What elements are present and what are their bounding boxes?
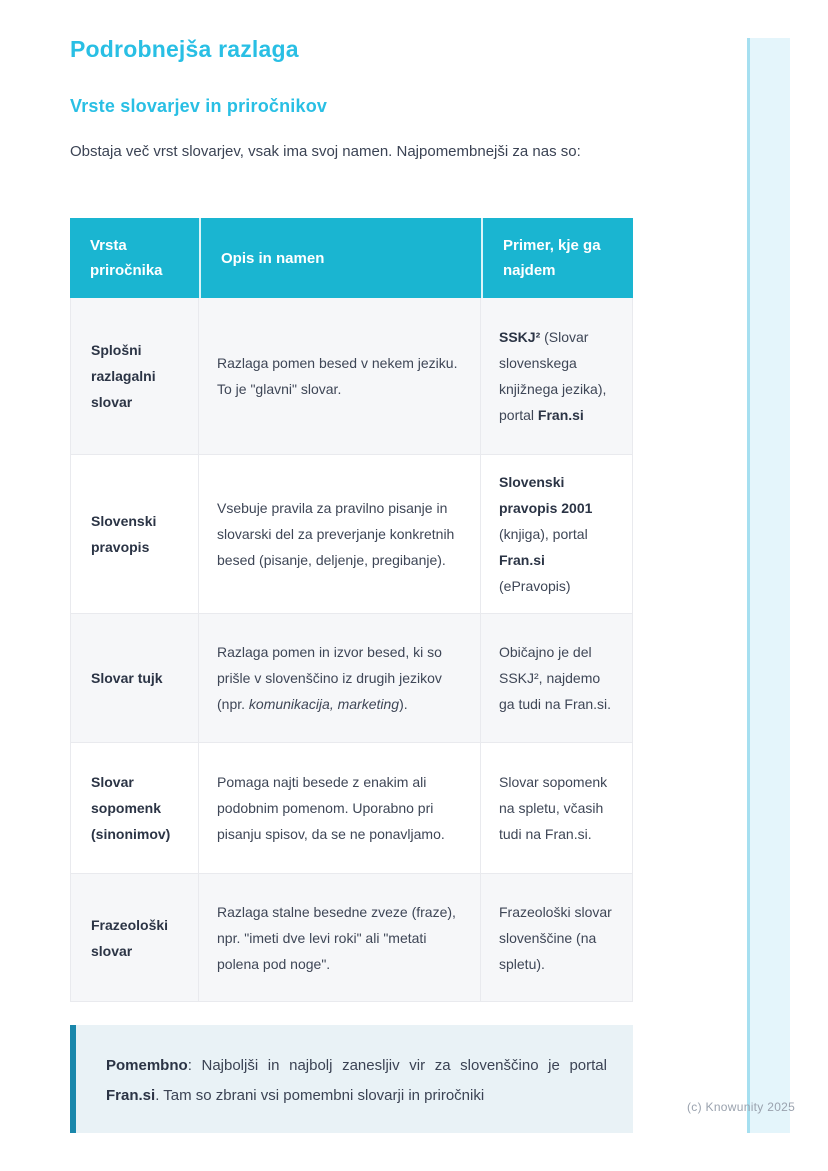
table-header-row — [70, 218, 633, 298]
cell-type: Slovenski pravopis — [70, 455, 199, 614]
table-row — [70, 614, 633, 743]
copyright-watermark: (c) Knowunity 2025 — [687, 1100, 796, 1114]
dictionary-types-table — [70, 218, 633, 1002]
table-row — [70, 298, 633, 455]
table-row — [70, 874, 633, 1002]
section-title: Vrste slovarjev in priročnikov — [70, 96, 328, 116]
column-header-description: Opis in namen — [199, 218, 481, 298]
cell-example: SSKJ² (Slovar slovenskega knjižnega jezika), portal Fran.si — [481, 298, 633, 455]
table-row — [70, 455, 633, 614]
page-title: Podrobnejša razlaga — [70, 36, 299, 62]
cell-description: Pomaga najti besede z enakim ali podobnim pomenom. Uporabno pri pisanju spisov, da se ne ponavljamo. — [199, 743, 481, 874]
cell-type: Frazeološki slovar — [70, 874, 199, 1002]
table-row — [70, 743, 633, 874]
cell-type: Splošni razlagalni slovar — [70, 298, 199, 455]
cell-example: Slovar sopomenk na spletu, včasih tudi na Fran.si. — [481, 743, 633, 874]
important-callout — [70, 1025, 633, 1133]
callout-text: Pomembno: Najboljši in najbolj zanesljiv vir za slovenščino je portal Fran.si. Tam so zbrani vsi pomembni slovarji in priročniki — [106, 1057, 607, 1104]
cell-description: Razlaga pomen besed v nekem jeziku. To je "glavni" slovar. — [199, 298, 481, 455]
cell-description: Razlaga pomen in izvor besed, ki so prišle v slovenščino iz drugih jezikov (npr. komunikacija, marketing). — [199, 614, 481, 743]
cell-type: Slovar sopomenk (sinonimov) — [70, 743, 199, 874]
cell-example: Slovenski pravopis 2001 (knjiga), portal Fran.si (ePravopis) — [481, 455, 633, 614]
cell-description: Vsebuje pravila za pravilno pisanje in slovarski del za preverjanje konkretnih besed (pisanje, deljenje, pregibanje). — [199, 455, 481, 614]
cell-type: Slovar tujk — [70, 614, 199, 743]
cell-example: Frazeološki slovar slovenščine (na spletu). — [481, 874, 633, 1002]
right-edge-stripe — [747, 38, 790, 1133]
intro-paragraph: Obstaja več vrst slovarjev, vsak ima svoj namen. Najpomembnejši za nas so: — [70, 143, 581, 160]
column-header-type: Vrsta priročnika — [70, 218, 199, 298]
column-header-example: Primer, kje ga najdem — [481, 218, 633, 298]
cell-description: Razlaga stalne besedne zveze (fraze), npr. "imeti dve levi roki" ali "metati polena pod noge". — [199, 874, 481, 1002]
cell-example: Običajno je del SSKJ², najdemo ga tudi na Fran.si. — [481, 614, 633, 743]
